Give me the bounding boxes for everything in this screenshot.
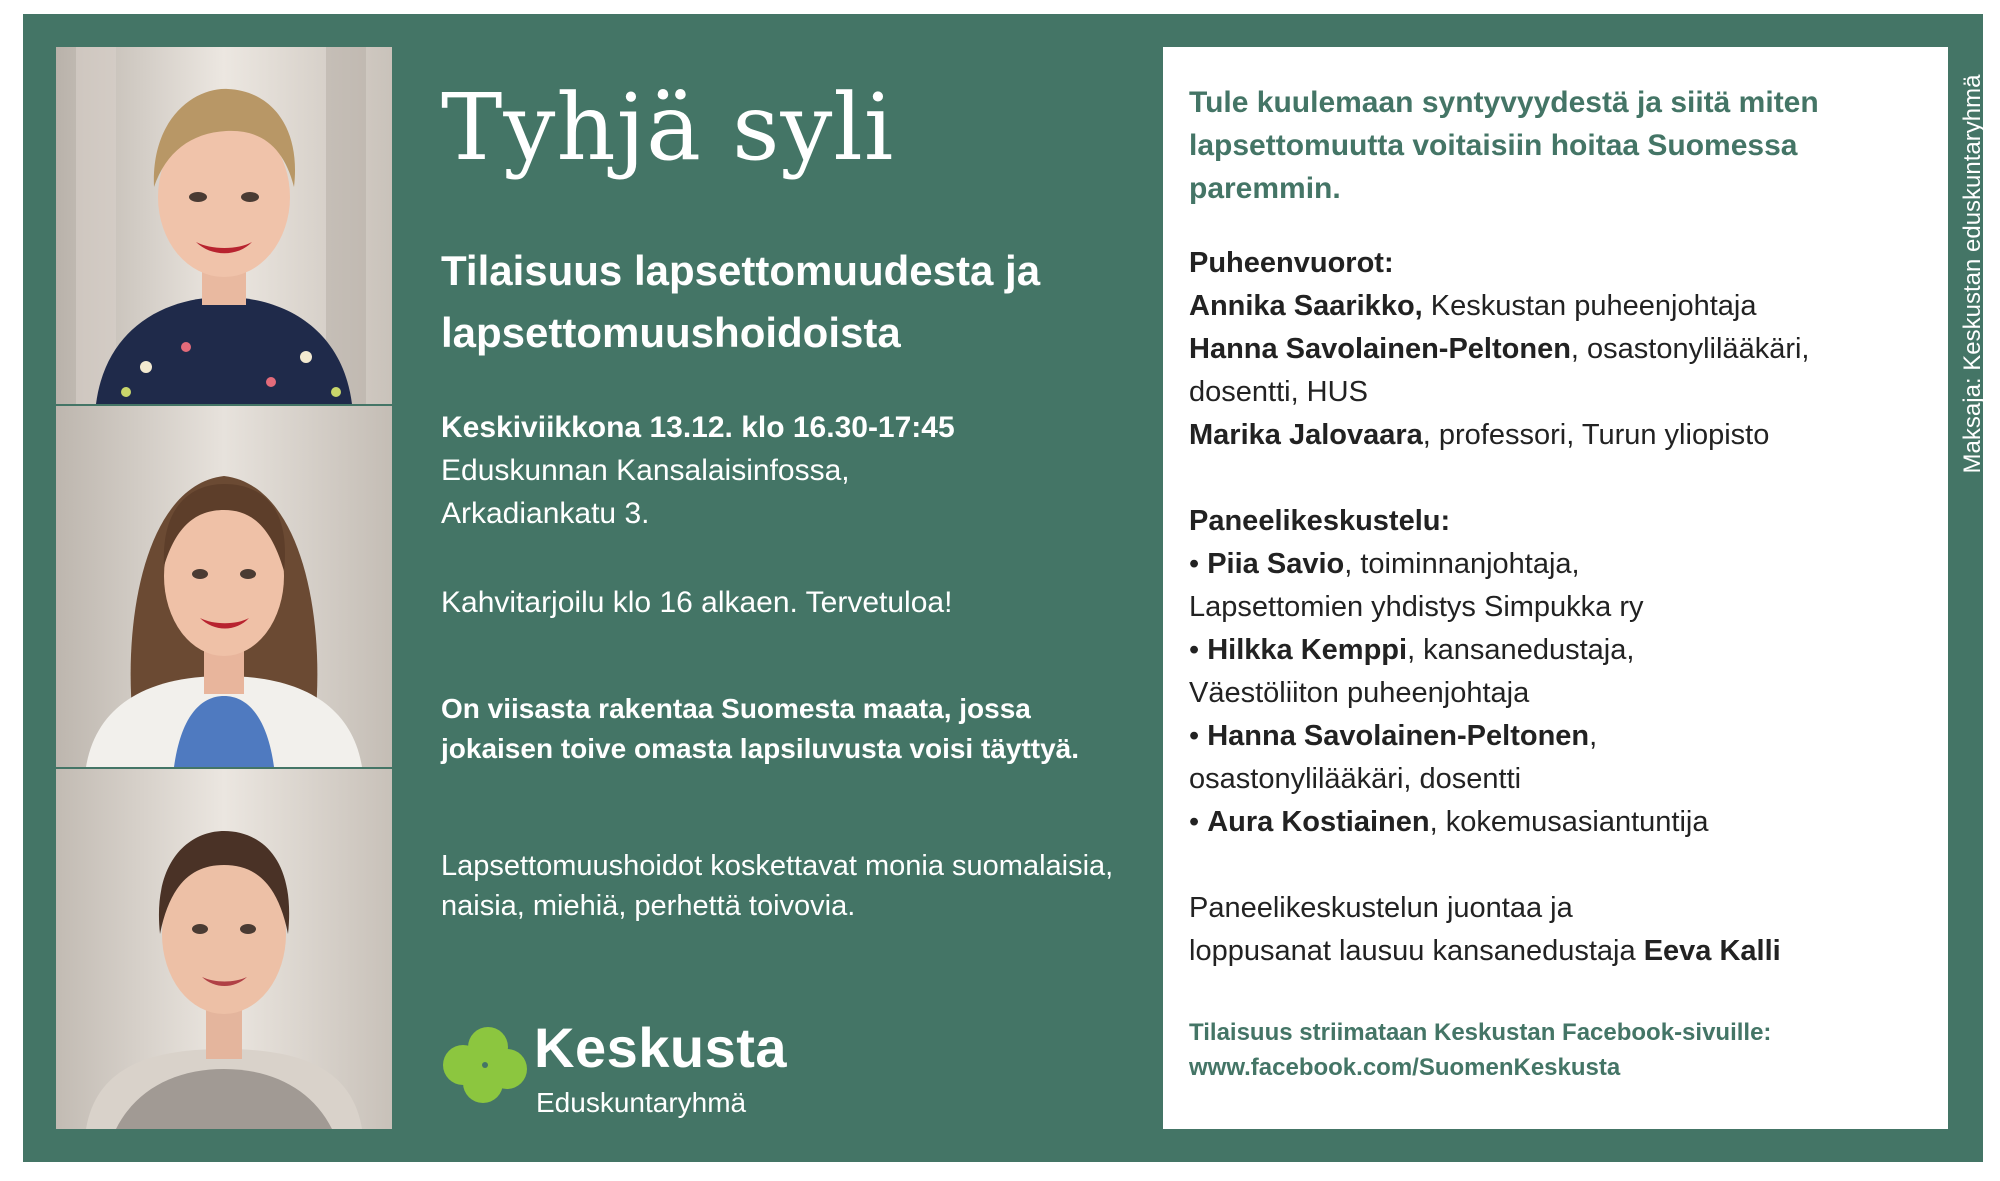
speaker-role: , professori, Turun yliopisto [1422,419,1770,451]
speaker-name: Marika Jalovaara [1189,419,1423,451]
speeches-heading: Puheenvuorot: [1189,247,1394,279]
event-location-line-2: Arkadiankatu 3. [441,497,650,530]
panelist-name: Hilkka Kemppi [1207,634,1408,666]
event-subtitle: Tilaisuus lapsettomuudesta ja lapsettomuushoidoista [441,247,1041,356]
speaker-line [1189,414,1934,457]
coffee-note: Kahvitarjoilu klo 16 alkaen. Tervetuloa! [441,586,953,619]
panelist-line [1189,543,1934,586]
panel-heading: Paneelikeskustelu: [1189,505,1451,537]
panelist-name: Aura Kostiainen [1207,806,1430,838]
event-statement: On viisasta rakentaa Suomesta maata, jossa jokaisen toive omasta lapsiluvusta voisi täyttyä. [441,693,1080,764]
portrait-photo-2 [56,406,392,767]
moderator-text: loppusanat lausuu kansanedustaja [1189,935,1644,967]
facebook-link[interactable]: www.facebook.com/SuomenKeskusta [1189,1054,1621,1081]
panelist-role: , [1589,720,1598,752]
stream-note: Tilaisuus striimataan Keskustan Facebook-sivuille: [1189,1019,1772,1046]
speaker-photos [56,47,392,1129]
bullet: • [1189,720,1208,752]
event-location-line-1: Eduskunnan Kansalaisinfossa, [441,454,850,487]
moderator-line-1: Paneelikeskustelun juontaa ja [1189,892,1573,924]
speaker-line [1189,328,1934,371]
event-info-text: Lapsettomuushoidot koskettavat monia suomalaisia, naisia, miehiä, perhettä toivovia. [441,850,1114,922]
event-details-content [1189,81,1934,1085]
portrait-photo-1 [56,47,392,404]
logo-name: Keskusta [534,1016,788,1079]
event-details-card [1163,47,1948,1129]
event-title: Tyhjä syli [441,74,895,181]
portrait-illustration-1 [56,47,392,404]
logo-subname: Eduskuntaryhmä [536,1087,747,1118]
payer-note: Maksaja: Keskustan eduskuntaryhmä [1959,74,1986,474]
speaker-name: Hanna Savolainen-Peltonen [1189,333,1571,365]
panelist-name: Piia Savio [1207,548,1345,580]
moderator-name: Eeva Kalli [1643,935,1781,967]
portrait-photo-3 [56,769,392,1129]
portrait-illustration-2 [56,406,392,767]
event-poster [23,14,1986,1162]
speaker-line [1189,285,1934,328]
panelist-name: Hanna Savolainen-Peltonen [1207,720,1590,752]
panelist-line [1189,715,1934,758]
bullet: • [1189,806,1208,838]
event-time-and-place [441,406,1161,535]
details-intro: Tule kuulemaan syntyvyydestä ja siitä miten lapsettomuutta voitaisiin hoitaa Suomessa paremmin. [1189,86,1819,205]
speaker-role: , osastonylilääkäri, [1570,333,1810,365]
speaker-role: Keskustan puheenjohtaja [1422,290,1757,322]
panelist-role: , kansanedustaja, [1407,634,1635,666]
panelist-role: , toiminnanjohtaja, [1344,548,1580,580]
clover-icon [441,1027,529,1105]
bullet: • [1189,634,1208,666]
panelist-role-continued: Väestöliiton puheenjohtaja [1189,677,1530,709]
panelist-role: , kokemusasiantuntija [1429,806,1709,838]
panelist-role-continued: osastonylilääkäri, dosentti [1189,763,1522,795]
panelist-line [1189,629,1934,672]
panelist-role-continued: Lapsettomien yhdistys Simpukka ry [1189,591,1644,623]
keskusta-logo [441,1015,801,1118]
event-datetime: Keskiviikkona 13.12. klo 16.30-17:45 [441,411,955,444]
bullet: • [1189,548,1208,580]
panelist-line [1189,801,1934,844]
speaker-name: Annika Saarikko, [1189,290,1423,322]
moderator-line-2 [1189,930,1934,973]
portrait-illustration-3 [56,769,392,1129]
speaker-role-continued: dosentti, HUS [1189,376,1368,408]
